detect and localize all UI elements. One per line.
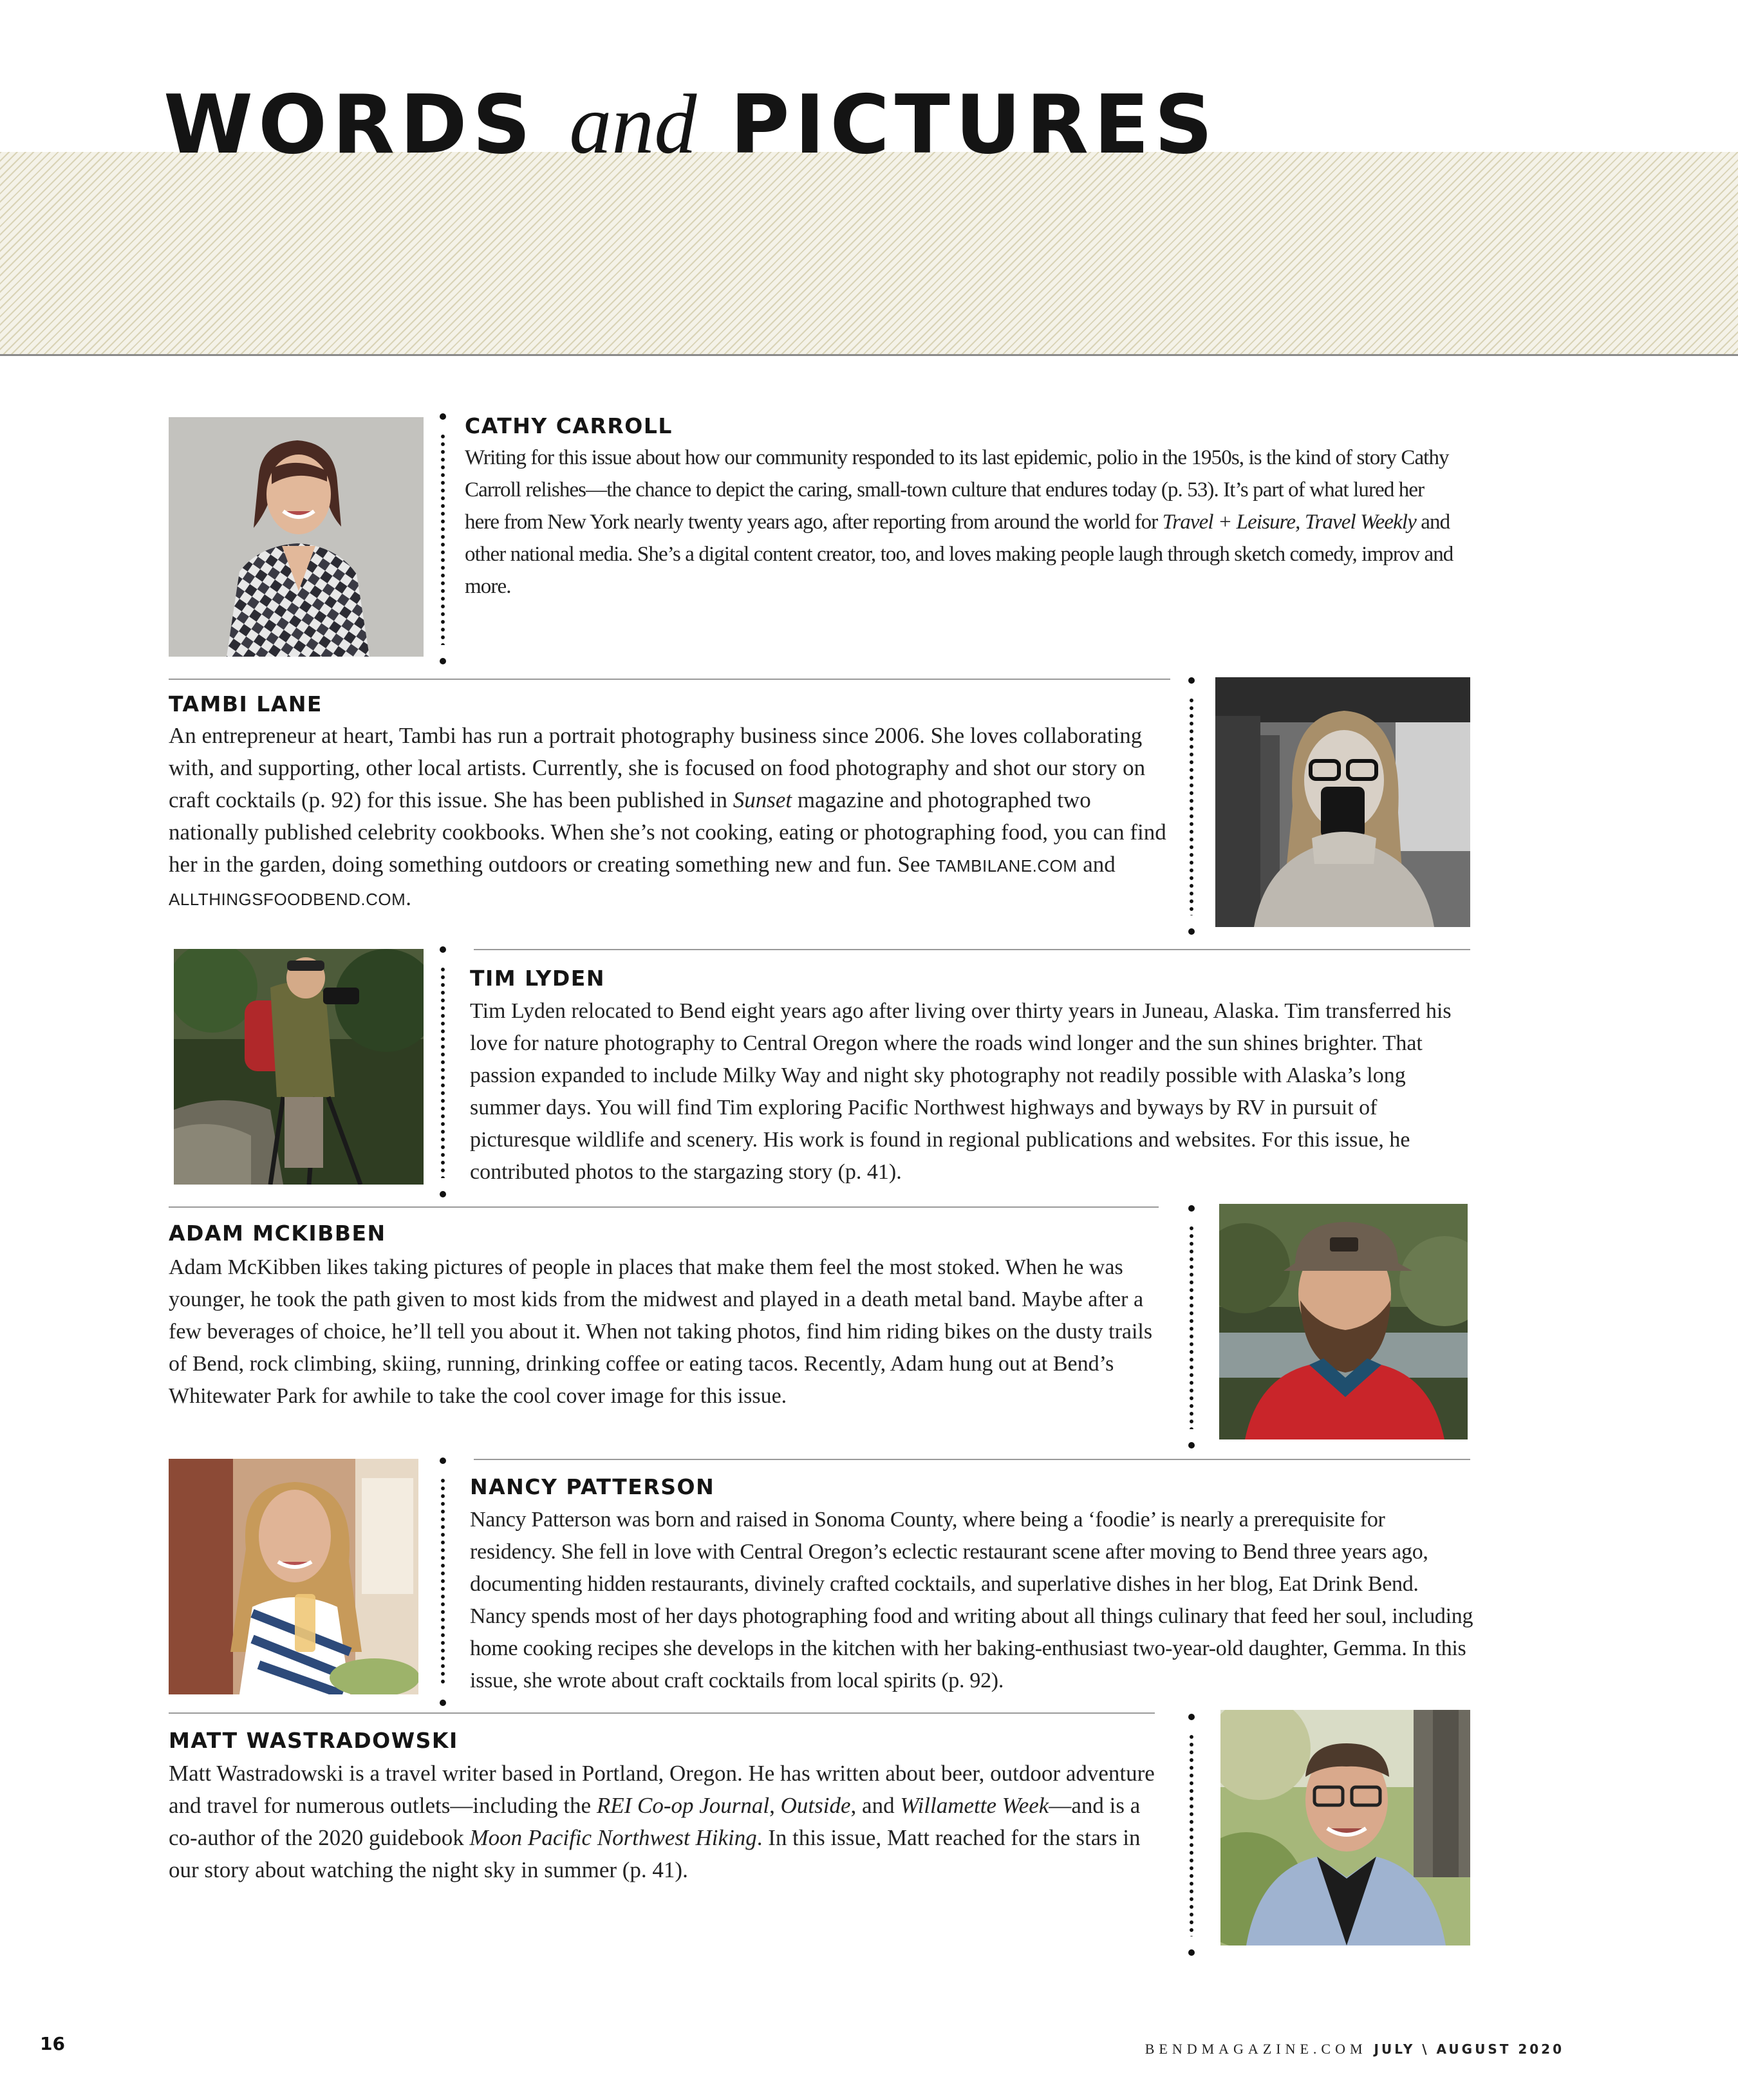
section-rule	[169, 679, 1170, 680]
divider-dots-matt	[1190, 1733, 1193, 1936]
bio-publication: Moon Pacific Northwest Hiking	[469, 1825, 757, 1850]
website-tambilane: TAMBILANE.COM	[935, 856, 1078, 876]
bio-text: Tim Lyden relocated to Bend eight years ago after living over thirty years in Juneau, Alaska. Tim transferred his love for nature photography to Central Oregon where the roads wind longer and the sun shines brighter. That passion expanded to include Milky Way and night sky photography not readily possible with Alaska’s long summer days. You will find Tim exploring Pacific Northwest highways and byways by RV in pursuit of picturesque wildlife and scenery. His work is found in regional publications and websites. For this issue, he contributed photos to the stargazing story (p. 41).	[470, 999, 1452, 1184]
contributor-bio-adam-mckibben	[169, 1252, 1173, 1412]
footer-issue: JULY \ AUGUST 2020	[1374, 2041, 1564, 2057]
title-and: and	[569, 77, 697, 171]
contributor-bio-tim-lyden	[470, 995, 1477, 1188]
bio-text: and	[1077, 852, 1116, 877]
bio-publication: Sunset	[733, 787, 792, 812]
title-words: WORDS	[164, 77, 536, 172]
contributor-name-tim-lyden: TIM LYDEN	[470, 966, 605, 991]
contributor-bio-matt-wastradowski	[169, 1758, 1173, 1886]
contributor-bio-nancy-patterson	[470, 1504, 1474, 1697]
contributor-name-adam-mckibben: ADAM MCKIBBEN	[169, 1221, 386, 1246]
divider-dots-tim	[441, 966, 445, 1178]
bio-publication: Travel + Leisure, Travel Weekly	[1162, 511, 1416, 534]
contributor-name-cathy-carroll: CATHY CARROLL	[465, 413, 673, 438]
page-title	[164, 76, 1218, 173]
bio-text: magazine and photographed two nationally published celebrity cookbooks. When she’s not cooking, eating or photographing food, you can find her in the garden, doing something outdoors or creating something new and fun. See	[169, 787, 1166, 877]
contributor-photo-tambi-lane	[1215, 677, 1470, 927]
contributor-photo-adam-mckibben	[1219, 1204, 1468, 1439]
section-rule	[474, 949, 1470, 950]
page-number: 16	[40, 2033, 65, 2054]
bio-text: .	[406, 885, 412, 910]
divider-dots-adam	[1190, 1224, 1193, 1429]
contributor-photo-tim-lyden	[174, 949, 424, 1185]
header-pattern-band	[0, 152, 1738, 356]
footer-credit	[1145, 2041, 1564, 2058]
bio-text: Nancy Patterson was born and raised in Sonoma County, where being a ‘foodie’ is nearly a prerequisite for residency. She fell in love with Central Oregon’s eclectic restaurant scene after moving to Bend three years ago, documenting hidden restaurants, divinely crafted cocktails, and superlative dishes in her blog, Eat Drink Bend. Nancy spends most of her days photographing food and writing about all things culinary that feed her soul, including home cooking recipes she develops in the kitchen with her baking-enthusiast two-year-old daughter, Gemma. In this issue, she wrote about craft cocktails from local spirits (p. 92).	[470, 1508, 1473, 1692]
divider-dots-nancy	[441, 1477, 445, 1687]
bio-text: —and is a co-author of the 2020 guidebook	[169, 1793, 1141, 1850]
contributor-photo-matt-wastradowski	[1220, 1710, 1470, 1945]
section-rule	[474, 1459, 1470, 1460]
bio-text: Matt Wastradowski is a travel writer based in Portland, Oregon. He has written about beer, outdoor adventure and travel for numerous outlets—including the	[169, 1761, 1155, 1818]
bio-publication: Outside	[780, 1793, 851, 1818]
website-allthingsfoodbend: ALLTHINGSFOODBEND.COM	[169, 890, 406, 909]
contributor-name-matt-wastradowski: MATT WASTRADOWSKI	[169, 1728, 458, 1753]
contributor-photo-cathy-carroll	[169, 417, 424, 657]
bio-text: , and	[850, 1793, 901, 1818]
bio-publication: REI Co-op Journal	[596, 1793, 770, 1818]
divider-dots-tambi	[1190, 697, 1193, 915]
bio-text: ,	[769, 1793, 781, 1818]
bio-text: Writing for this issue about how our community responded to its last epidemic, polio in the 1950s, is the kind of story Cathy Carroll relishes—the chance to depict the caring, small-town culture that endures today (p. 53). It’s part of what lured her here from New York nearly twenty years ago, after reporting from around the world for	[465, 446, 1449, 534]
contributor-bio-tambi-lane	[169, 720, 1186, 915]
divider-dots-cathy	[441, 433, 445, 645]
footer-site: BENDMAGAZINE.COM	[1145, 2041, 1367, 2057]
bio-text: . In this issue, Matt reached for the stars in our story about watching the night sky in summer (p. 41).	[169, 1825, 1141, 1882]
bio-text: Adam McKibben likes taking pictures of people in places that make them feel the most stoked. When he was younger, he took the path given to most kids from the midwest and played in a death metal band. Maybe after a few beverages of choice, he’ll tell you about it. When not taking photos, find him riding bikes on the dusty trails of Bend, rock climbing, skiing, running, drinking coffee or eating tacos. Recently, Adam hung out at Bend’s Whitewater Park for awhile to take the cool cover image for this issue.	[169, 1255, 1153, 1408]
bio-text: and other national media. She’s a digital content creator, too, and loves making people laugh through sketch comedy, improv and more.	[465, 511, 1453, 598]
contributor-bio-cathy-carroll	[465, 442, 1462, 603]
contributor-name-tambi-lane: TAMBI LANE	[169, 691, 322, 717]
bio-publication: Willamette Week	[900, 1793, 1049, 1818]
contributor-photo-nancy-patterson	[169, 1459, 418, 1694]
contributor-name-nancy-patterson: NANCY PATTERSON	[470, 1474, 715, 1499]
section-rule	[169, 1712, 1155, 1714]
title-pictures: PICTURES	[730, 77, 1219, 172]
bio-text: An entrepreneur at heart, Tambi has run a portrait photography business since 2006. She loves collaborating with, and supporting, other local artists. Currently, she is focused on food photography and shot our story on craft cocktails (p. 92) for this issue. She has been published in	[169, 723, 1146, 812]
section-rule	[169, 1206, 1159, 1208]
